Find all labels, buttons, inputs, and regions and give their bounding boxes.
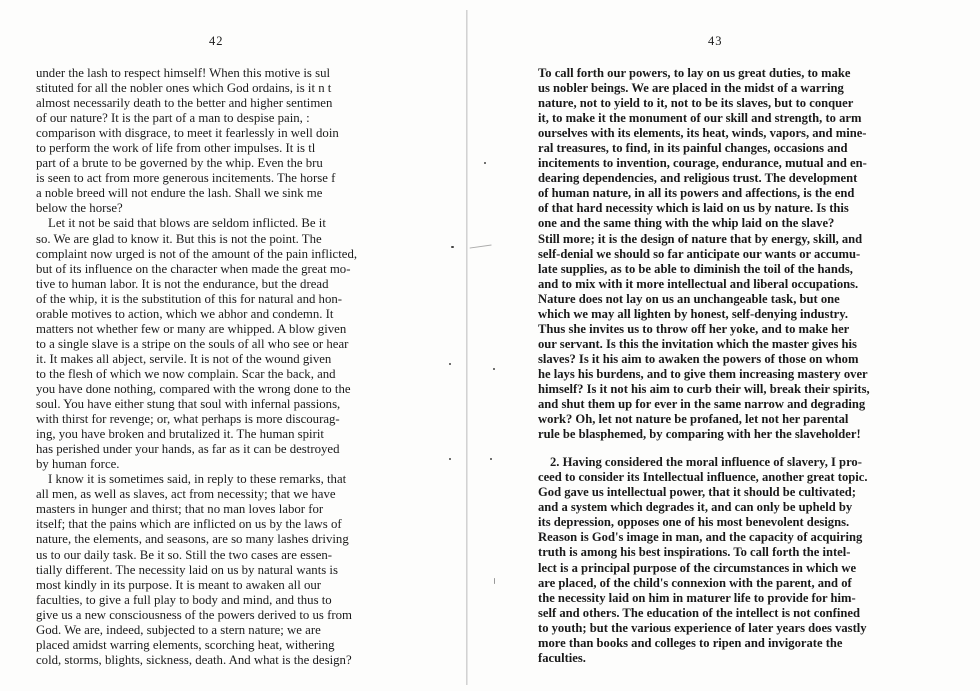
scan-speck (484, 162, 486, 164)
text-line: late supplies, as to be able to diminish the toil of the hands, (538, 261, 853, 276)
book-gutter (466, 10, 468, 685)
text-line: faculties. (538, 650, 586, 665)
text-line: under the lash to respect himself! When this motive is sul (36, 66, 331, 80)
text-line: one and the same thing with the whip laid on the slave? (538, 216, 835, 231)
text-line: himself? Is it not his aim to curb their will, break their spirits, (538, 381, 870, 396)
left-page-body (36, 66, 404, 668)
text-line: us to our daily task. Be it so. Still the two cases are essen- (36, 547, 333, 562)
text-line: I know it is sometimes said, in reply to these remarks, that (48, 472, 347, 487)
text-line: rule be blasphemed, by comparing with her the slaveholder! (538, 427, 861, 442)
text-line: of that hard necessity which is laid on us by nature. Is this (538, 201, 849, 216)
text-line: matters not whether few or many are whipped. A blow given (36, 321, 347, 336)
text-line: a noble breed will not endure the lash. Shall we sink me (36, 186, 323, 201)
scan-speck (451, 246, 454, 248)
text-line: but of its influence on the character when made the great mo- (36, 261, 351, 276)
text-line: to perform the work of life from other impulses. It is tl (36, 141, 316, 156)
text-line: is seen to act from more generous incitements. The horse f (36, 171, 336, 186)
text-line: and to mix with it more intellectual and liberal occupations. (538, 276, 859, 291)
text-line: itself; that the pains which are inflicted on us by the laws of (36, 517, 342, 532)
left-page (0, 0, 466, 691)
text-line: to the flesh of which we now complain. Scar the back, and (36, 366, 336, 381)
text-line: of the whip, it is the substitution of this for natural and hon- (36, 291, 343, 306)
text-line: all men, as well as slaves, act from necessity; that we have (36, 487, 336, 502)
text-line: nature, the elements, and seasons, are so many lashes driving (36, 532, 349, 547)
text-line: 2. Having considered the moral influence of slavery, I pro- (550, 455, 862, 470)
text-line: Thus she invites us to throw off her yoke, and to make her (538, 321, 850, 336)
text-line: it. It makes all abject, servile. It is not of the wound given (36, 351, 332, 366)
text-line: ral treasures, to find, in its painful changes, occasions and (538, 141, 848, 156)
text-line: tially different. The necessity laid on us by natural wants is (36, 562, 338, 577)
text-line: Reason is God's image in man, and the capacity of acquiring (538, 530, 863, 545)
text-line: faculties, to give a full play to body and mind, and thus to (36, 592, 332, 607)
right-page-body (538, 66, 896, 666)
text-line: below the horse? (36, 201, 123, 216)
text-line: which we may all lighten by honest, self-denying industry. (538, 306, 848, 321)
text-line: comparison with disgrace, to meet it fearlessly in well doin (36, 126, 339, 141)
text-line: part of a brute to be governed by the whip. Even the bru (36, 156, 323, 171)
text-line: ceed to consider its Intellectual influence, another great topic. (538, 470, 868, 485)
text-line: truth is among his best inspirations. To call forth the intel- (538, 545, 851, 560)
text-line: most kindly in its purpose. It is meant to awaken all our (36, 577, 322, 592)
text-line: Nature does not lay on us an unchangeable task, but one (538, 291, 840, 306)
text-line: of our nature? It is the part of a man to despise pain, : (36, 111, 310, 126)
text-line: nature, not to yield to it, not to be its slaves, but to conquer (538, 96, 854, 111)
text-line: it, to make it the monument of our skill and strength, to arm (538, 111, 862, 126)
text-line: ourselves with its elements, its heat, winds, vapors, and mine- (538, 126, 867, 141)
text-line: Let it not be said that blows are seldom inflicted. Be it (48, 216, 326, 231)
text-line: and shut them up for ever in the same narrow and degrading (538, 397, 866, 412)
text-line: us nobler beings. We are placed in the midst of a warring (538, 81, 844, 96)
text-line: are placed, of the child's connexion with the parent, and of (538, 575, 852, 590)
text-line: to a single slave is a stripe on the souls of all who see or hear (36, 336, 349, 351)
text-line: by human force. (36, 457, 120, 472)
text-line: lect is a principal purpose of the circumstances in which we (538, 560, 857, 575)
text-line: ing, you have broken and brutalized it. The human spirit (36, 427, 324, 442)
text-line: you have done nothing, compared with the wrong done to the (36, 381, 351, 396)
right-page-number: 43 (708, 34, 723, 48)
text-line (538, 442, 896, 455)
text-line: to youth; but the various experience of later years does vastly (538, 620, 867, 635)
text-line: its depression, opposes one of his most benevolent designs. (538, 515, 850, 530)
text-line: masters in hunger and thirst; that no man loves labor for (36, 502, 324, 517)
text-line: soul. You have either stung that soul with infernal passions, (36, 397, 341, 412)
right-page (470, 0, 980, 691)
scan-speck (490, 458, 492, 460)
text-line: almost necessarily death to the better and higher sentimen (36, 96, 333, 111)
text-line: our servant. Is this the invitation which the master gives his (538, 336, 857, 351)
text-line: slaves? Is it his aim to awaken the powers of those on whom (538, 351, 859, 366)
text-line: placed amidst warring elements, scorching heat, withering (36, 637, 335, 652)
text-line: orable motives to action, which we abhor and condemn. It (36, 306, 334, 321)
text-line: complaint now urged is not of the amount of the pain inflicted, (36, 246, 358, 261)
scan-speck (449, 458, 451, 460)
scan-speck (493, 368, 495, 370)
text-line: the necessity laid on him in maturer life to provide for him- (538, 590, 856, 605)
text-line: God. We are, indeed, subjected to a stern nature; we are (36, 622, 321, 637)
text-line: incitements to invention, courage, endurance, mutual and en- (538, 156, 867, 171)
scan-speck (494, 578, 495, 584)
text-line: more than books and colleges to ripen and invigorate the (538, 635, 843, 650)
text-line: God gave us intellectual power, that it should be cultivated; (538, 485, 856, 500)
text-line: Still more; it is the design of nature that by energy, skill, and (538, 231, 863, 246)
text-line: with thirst for revenge; or, what perhaps is more discourag- (36, 412, 340, 427)
text-line: and a system which degrades it, and can only be upheld by (538, 500, 853, 515)
scan-speck (449, 363, 451, 365)
text-line: tive to human labor. It is not the endurance, but the dread (36, 276, 329, 291)
text-line: of human nature, in all its powers and affections, is the end (538, 186, 855, 201)
text-line: self-denial we should so far anticipate our wants or accumu- (538, 246, 861, 261)
left-page-number: 42 (209, 34, 224, 48)
text-line: so. We are glad to know it. But this is not the point. The (36, 231, 322, 246)
text-line: give us a new consciousness of the powers derived to us from (36, 607, 352, 622)
text-line: dearing dependencies, and religious trust. The development (538, 171, 858, 186)
text-line: has perished under your hands, as far as it can be destroyed (36, 442, 340, 457)
text-line: To call forth our powers, to lay on us great duties, to make (538, 66, 851, 80)
text-line: he lays his burdens, and to give them increasing mastery over (538, 366, 868, 381)
text-line: cold, storms, blights, sickness, death. And what is the design? (36, 652, 352, 667)
text-line: self and others. The education of the intellect is not confined (538, 605, 860, 620)
text-line: stituted for all the nobler ones which God ordains, is it n t (36, 81, 332, 96)
text-line: work? Oh, let not nature be profaned, let not her parental (538, 412, 849, 427)
